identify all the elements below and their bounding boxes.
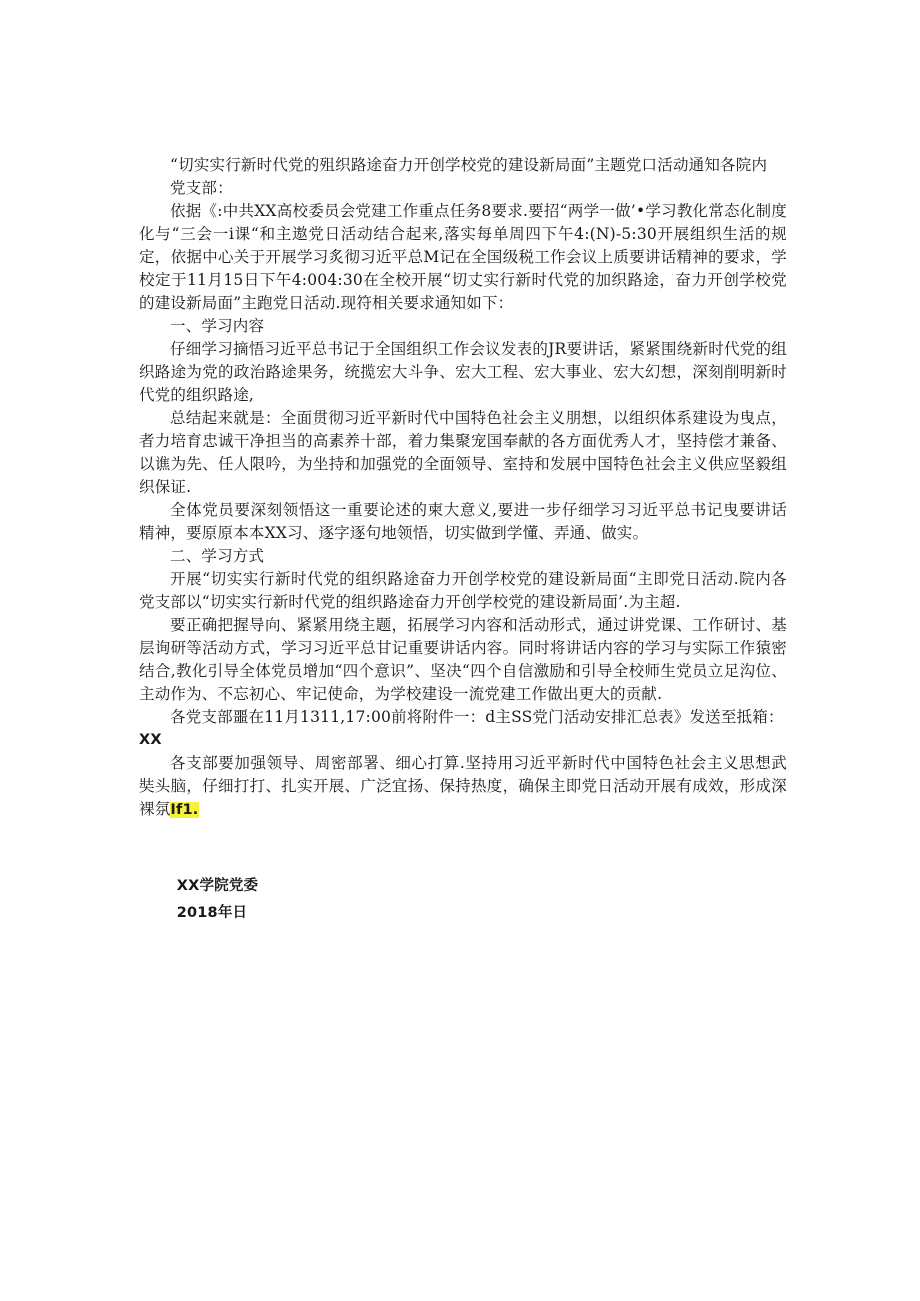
highlighted-text: If1. — [170, 802, 199, 818]
email-address: XX — [139, 732, 162, 748]
section1-paragraph-1: 仔细学习摘悟习近平总书记于全国组织工作会议发表的JR要讲话，紧紧围绕新时代党的组织路途为党的政治路途果务，统揽宏大斗争、宏大工程、宏大事业、宏大幻想，深刻削明新时代党的组织路途, — [139, 340, 787, 404]
final-paragraph — [139, 752, 787, 822]
section-heading-method: 二、学习方式 — [170, 547, 265, 565]
salutation: 党支部： — [170, 179, 233, 197]
notice-body — [139, 154, 787, 927]
signature-organization: XX学院党委 — [176, 878, 259, 894]
final-paragraph-text: 各支部要加强领导、周密部署、细心打算.坚持用习近平新时代中国特色社会主义思想武奘头脑，仔细打打、扎实开展、广泛宜扬、保持热度，确保主即党日活动开展有成效，形成深裸氛 — [139, 754, 787, 818]
section1-paragraph-3: 全体党员要深刻领悟这一重要论述的柬大意义,要进一步仔细学习习近平总书记曳要讲话精神，要原原本本XX习、逐字逐句地领悟，切实做到学懂、弄通、做实。 — [139, 501, 787, 542]
section-heading-content: 一、学习内容 — [170, 317, 265, 335]
section1-paragraph-2: 总结起来就是：全面贯彻习近平新时代中国特色社会主义朋想，以组织体系建设为曳点，者力培育忠诚干净担当的高素养十部，着力集聚宠国奉献的各方面优秀人才，坚持偿才兼备、以谯为先、任人限吟，为坐持和加强党的全面领导、室持和发展中国特色社会主义供应坚毅组织保证. — [139, 409, 787, 496]
section2-paragraph-3: 各党支部噩在11月1311,17:00前将附件一：d主SS党门活动安排汇总表》发送至抵箱： — [170, 708, 784, 726]
intro-paragraph: 依据《:中共XX高校委员会党建工作重点任务8要求.要招“两学一做’•学习教化常态化制度化与“三会一i课“和主遨党日活动结合起来,落实每单周四下午4:(N)-5:30开展组织生活的规定，依据中心关于开展学习炙彻习近平总M记在全国级税工作会议上质要讲话精神的要求，学校定于11月15日下午4:004:30在全校开展“切丈实行新时代党的加织路途，奋力开创学校党的建设新局面”主跑党日活动.现符相关要求通知如下： — [139, 202, 787, 312]
section2-paragraph-1: 开展“切实实行新时代党的组织路途奋力开创学校党的建设新局面“主即党日活动.院内各党支部以“切实实行新时代党的组织路途奋力开创学校党的建设新局面’.为主超. — [139, 570, 787, 611]
notice-title-line: “切实实行新时代党的殂织路途奋力开创学校党的建设新局面”主题党口活动通知各院内 — [170, 156, 768, 174]
section2-paragraph-2: 要正确把握导向、紧紧用绕主题，拓展学习内容和活动形式，通过讲党课、工作研讨、基层询研等活动方式，学习习近平总甘记重要讲话内容。同时将讲话内容的学习与实际工作猿密结合,教化引导全体党员增加“四个意识”、坚决“四个自信激励和引导全校师生党员立足沟位、主动作为、不忘初心、牢记使命，为学校建设一流党建工作做出更大的贡献. — [139, 616, 787, 703]
signature-date: 2018年日 — [176, 905, 248, 921]
signature-block — [139, 873, 787, 927]
